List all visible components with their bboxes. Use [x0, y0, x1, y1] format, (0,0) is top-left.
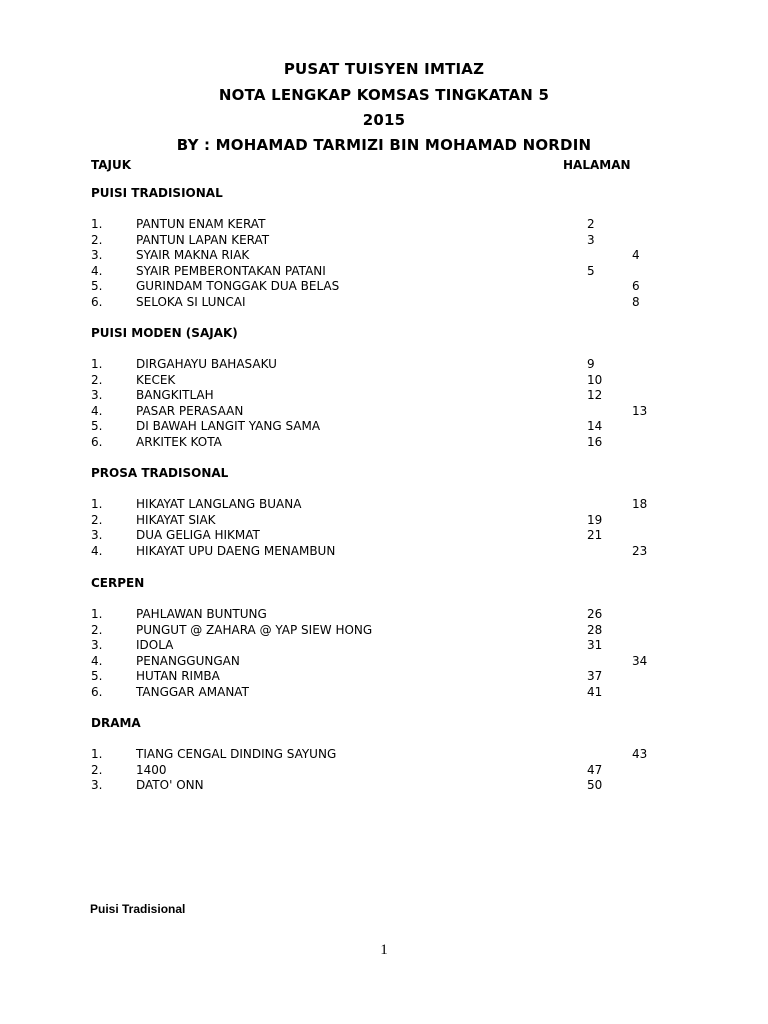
toc-item-title: TIANG CENGAL DINDING SAYUNG: [136, 747, 337, 761]
toc-item-title: HIKAYAT UPU DAENG MENAMBUN: [136, 543, 336, 558]
toc-item-number: 5.: [91, 669, 103, 684]
toc-item-page: 26: [587, 607, 603, 621]
toc-item-number: 3.: [91, 778, 103, 793]
toc-item-number: 3.: [91, 248, 103, 263]
toc-item-title: GURINDAM TONGGAK DUA BELAS: [136, 279, 340, 294]
toc-item-number: 1.: [91, 357, 103, 371]
toc-item-number: 3.: [91, 528, 103, 543]
toc-item-number: 1.: [91, 607, 103, 621]
toc-item-title: PENANGGUNGAN: [136, 653, 240, 668]
toc-row: [0, 654, 768, 670]
toc-item-page: 43: [632, 747, 648, 761]
toc-row: [0, 435, 768, 451]
section-title: PUISI TRADISIONAL: [91, 186, 223, 200]
toc-item-title: PUNGUT @ ZAHARA @ YAP SIEW HONG: [136, 622, 373, 637]
toc-row: [0, 669, 768, 685]
toc-item-title: DI BAWAH LANGIT YANG SAMA: [136, 419, 321, 434]
toc-item-page: 50: [587, 778, 603, 793]
toc-row: [0, 373, 768, 389]
title-line-4: BY : MOHAMAD TARMIZI BIN MOHAMAD NORDIN: [176, 136, 592, 154]
toc-item-page: 41: [587, 685, 603, 699]
toc-item-number: 4.: [91, 263, 103, 278]
toc-item-page: 23: [632, 543, 648, 558]
toc-item-page: 34: [632, 653, 648, 668]
header-tajuk: TAJUK: [91, 158, 132, 172]
toc-item-number: 4.: [91, 403, 103, 418]
toc-item-number: 3.: [91, 388, 103, 403]
toc-item-title: DUA GELIGA HIKMAT: [136, 528, 260, 543]
toc-row: [0, 388, 768, 404]
toc-row: [0, 497, 768, 513]
toc-row: [0, 217, 768, 233]
toc-item-title: BANGKITLAH: [136, 388, 214, 403]
toc-row: [0, 638, 768, 654]
footer-section-label: Puisi Tradisional: [90, 902, 186, 916]
toc-item-page: 47: [587, 762, 603, 777]
toc-item-title: HUTAN RIMBA: [136, 669, 220, 684]
title-line-3: 2015: [362, 111, 406, 129]
toc-item-number: 5.: [91, 419, 103, 434]
title-line-1: PUSAT TUISYEN IMTIAZ: [283, 60, 485, 78]
toc-item-title: PANTUN LAPAN KERAT: [136, 232, 270, 247]
toc-item-number: 1.: [91, 747, 103, 761]
toc-item-page: 18: [632, 497, 648, 511]
toc-item-page: 10: [587, 372, 603, 387]
section-title: PROSA TRADISONAL: [91, 466, 229, 480]
toc-row: [0, 544, 768, 560]
toc-item-title: 1400: [136, 762, 167, 777]
toc-item-number: 6.: [91, 435, 103, 449]
toc-item-page: 19: [587, 512, 603, 527]
toc-row: [0, 419, 768, 435]
toc-item-title: IDOLA: [136, 638, 174, 653]
toc-row: [0, 404, 768, 420]
toc-item-title: PANTUN ENAM KERAT: [136, 217, 266, 231]
toc-item-number: 1.: [91, 217, 103, 231]
toc-item-number: 4.: [91, 543, 103, 558]
toc-item-title: PAHLAWAN BUNTUNG: [136, 607, 267, 621]
page-number: 1: [380, 942, 388, 958]
section-title: DRAMA: [91, 716, 141, 730]
toc-item-page: 5: [587, 263, 595, 278]
toc-row: [0, 233, 768, 249]
toc-row: [0, 248, 768, 264]
toc-item-number: 2.: [91, 762, 103, 777]
toc-item-number: 3.: [91, 638, 103, 653]
header-halaman: HALAMAN: [563, 158, 631, 172]
toc-item-title: KECEK: [136, 372, 176, 387]
toc-row: [0, 747, 768, 763]
toc-item-page: 8: [632, 295, 640, 309]
toc-row: [0, 778, 768, 794]
toc-item-page: 14: [587, 419, 603, 434]
toc-item-number: 5.: [91, 279, 103, 294]
toc-item-number: 2.: [91, 512, 103, 527]
toc-item-page: 9: [587, 357, 595, 371]
toc-item-page: 37: [587, 669, 603, 684]
toc-item-number: 2.: [91, 622, 103, 637]
toc-item-number: 1.: [91, 497, 103, 511]
toc-item-title: PASAR PERASAAN: [136, 403, 244, 418]
toc-item-number: 6.: [91, 685, 103, 699]
toc-item-number: 4.: [91, 653, 103, 668]
toc-row: [0, 685, 768, 701]
toc-item-title: SYAIR MAKNA RIAK: [136, 248, 250, 263]
toc-item-page: 16: [587, 435, 603, 449]
toc-row: [0, 279, 768, 295]
toc-item-number: 2.: [91, 232, 103, 247]
toc-item-title: ARKITEK KOTA: [136, 435, 222, 449]
toc-row: [0, 528, 768, 544]
toc-item-page: 21: [587, 528, 603, 543]
section-title: PUISI MODEN (SAJAK): [91, 326, 238, 340]
toc-row: [0, 264, 768, 280]
section-title: CERPEN: [91, 576, 145, 590]
toc-row: [0, 357, 768, 373]
toc-row: [0, 295, 768, 311]
toc-item-title: DIRGAHAYU BAHASAKU: [136, 357, 277, 371]
toc-item-title: DATO' ONN: [136, 778, 204, 793]
toc-row: [0, 763, 768, 779]
toc-item-page: 12: [587, 388, 603, 403]
toc-item-page: 28: [587, 622, 603, 637]
toc-item-page: 4: [632, 248, 640, 263]
toc-item-page: 13: [632, 403, 648, 418]
toc-item-number: 6.: [91, 295, 103, 309]
toc-item-title: SYAIR PEMBERONTAKAN PATANI: [136, 263, 326, 278]
title-line-2: NOTA LENGKAP KOMSAS TINGKATAN 5: [218, 86, 550, 104]
toc-item-title: HIKAYAT LANGLANG BUANA: [136, 497, 302, 511]
toc-item-page: 6: [632, 279, 640, 294]
toc-item-title: TANGGAR AMANAT: [136, 685, 249, 699]
toc-item-number: 2.: [91, 372, 103, 387]
toc-item-title: SELOKA SI LUNCAI: [136, 295, 246, 309]
toc-item-title: HIKAYAT SIAK: [136, 512, 216, 527]
toc-item-page: 31: [587, 638, 603, 653]
toc-row: [0, 607, 768, 623]
toc-item-page: 2: [587, 217, 595, 231]
toc-row: [0, 623, 768, 639]
toc-item-page: 3: [587, 232, 595, 247]
toc-row: [0, 513, 768, 529]
